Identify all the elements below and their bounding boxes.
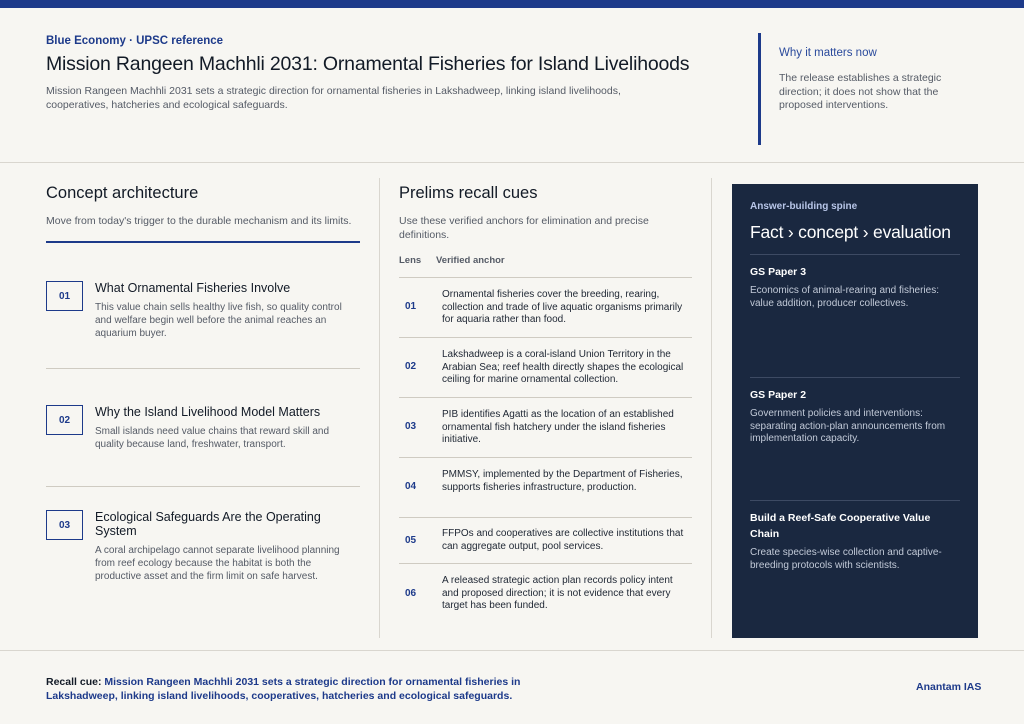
concept-section-subtitle: Move from today's trigger to the durable mechanism and its limits. [46, 215, 352, 227]
section-rule [46, 241, 360, 243]
row-number: 04 [405, 481, 417, 492]
concept-number: 02 [46, 405, 83, 435]
header-kicker: Blue Economy · UPSC reference [46, 35, 224, 47]
prelims-section-title: Prelims recall cues [399, 184, 538, 202]
spine-item-text: Create species-wise collection and captive-breeding protocols with scientists. [750, 547, 942, 571]
divider [46, 368, 360, 369]
row-text: FFPOs and cooperatives are collective institutions that can aggregate output, pool services. [442, 528, 684, 552]
spine-title: Fact › concept › evaluation [750, 222, 951, 242]
table-row [399, 517, 692, 563]
spine-item-heading: GS Paper 3 [750, 266, 807, 278]
table-row [399, 397, 692, 457]
why-it-matters-box [758, 33, 978, 145]
page-header [0, 8, 1024, 163]
row-number: 03 [405, 421, 417, 432]
concept-text: Small islands need value chains that reward skill and quality because land, freshwater, transport. [95, 426, 330, 450]
spine-item-text: Economics of animal-rearing and fisheries: value addition, producer collectives. [750, 285, 939, 309]
concept-title: Why the Island Livelihood Model Matters [95, 405, 321, 419]
table-row [399, 457, 692, 517]
concept-title: Ecological Safeguards Are the Operating System [95, 510, 321, 538]
recall-text: Mission Rangeen Machhli 2031 sets a strategic direction for ornamental fisheries in Lakshadweep, linking island livelihoods, cooperatives, hatcheries and ecological safeguards. [46, 676, 521, 702]
spine-item-heading: GS Paper 2 [750, 389, 807, 401]
concept-architecture-section [46, 184, 360, 243]
concept-text: This value chain sells healthy live fish, so quality control and welfare begin well before the animal reaches an aquarium buyer. [95, 302, 342, 339]
page-footer [0, 650, 1024, 724]
table-row [399, 563, 692, 623]
row-text: Ornamental fisheries cover the breeding, rearing, collection and trade of live aquatic organisms primarily for aquaria rather than food. [442, 289, 683, 325]
concept-text: A coral archipelago cannot separate livelihood planning from reef ecology because the habitat is both the productive asset and the firm limit on safe harvest. [95, 545, 340, 582]
why-text: The release establishes a strategic direction; it does not show that the proposed interventions. [779, 72, 942, 111]
page-title: Mission Rangeen Machhli 2031: Ornamental Fisheries for Island Livelihoods [46, 53, 690, 75]
row-text: PIB identifies Agatti as the location of an established ornamental fish hatchery under the island fisheries initiative. [442, 409, 674, 445]
row-number: 06 [405, 588, 417, 599]
spine-item [750, 500, 960, 572]
spine-item-heading: Build a Reef-Safe Cooperative Value Chain [750, 512, 931, 540]
row-number: 02 [405, 361, 417, 372]
table-row [399, 337, 692, 397]
column-divider [711, 178, 712, 638]
concept-title: What Ornamental Fisheries Involve [95, 281, 291, 295]
row-text: Lakshadweep is a coral-island Union Territory in the Arabian Sea; reef health directly shapes the ecological ceiling for marine ornamental collection. [442, 349, 684, 385]
recall-label: Recall cue: [46, 676, 102, 688]
prelims-section [399, 184, 692, 242]
prelims-section-subtitle: Use these verified anchors for elimination and precise definitions. [399, 215, 649, 241]
column-divider [379, 178, 380, 638]
row-text: PMMSY, implemented by the Department of Fisheries, supports fisheries infrastructure, production. [442, 469, 683, 493]
spine-kicker: Answer-building spine [750, 201, 858, 212]
why-title: Why it matters now [779, 47, 877, 59]
brand-name: Anantam IAS [916, 681, 982, 693]
table-row [399, 277, 692, 337]
page-intro: Mission Rangeen Machhli 2031 sets a strategic direction for ornamental fisheries in Lakshadweep, linking island livelihoods, cooperatives, hatcheries and ecological safeguards. [46, 85, 621, 111]
concept-number: 03 [46, 510, 83, 540]
spine-item [750, 377, 960, 446]
row-number: 05 [405, 535, 417, 546]
divider [46, 486, 360, 487]
column-header-lens: Lens [399, 255, 422, 266]
answer-spine-panel [732, 184, 978, 638]
row-text: A released strategic action plan records policy intent and proposed direction; it is not evidence that every target has been funded. [442, 575, 673, 611]
spine-item-text: Government policies and interventions: separating action-plan announcements from implementation capacity. [750, 408, 946, 444]
concept-number: 01 [46, 281, 83, 311]
spine-item [750, 254, 960, 310]
concept-section-title: Concept architecture [46, 184, 199, 202]
column-header-anchor: Verified anchor [436, 255, 505, 266]
recall-cue [46, 675, 566, 703]
top-accent-bar [0, 0, 1024, 8]
row-number: 01 [405, 301, 417, 312]
